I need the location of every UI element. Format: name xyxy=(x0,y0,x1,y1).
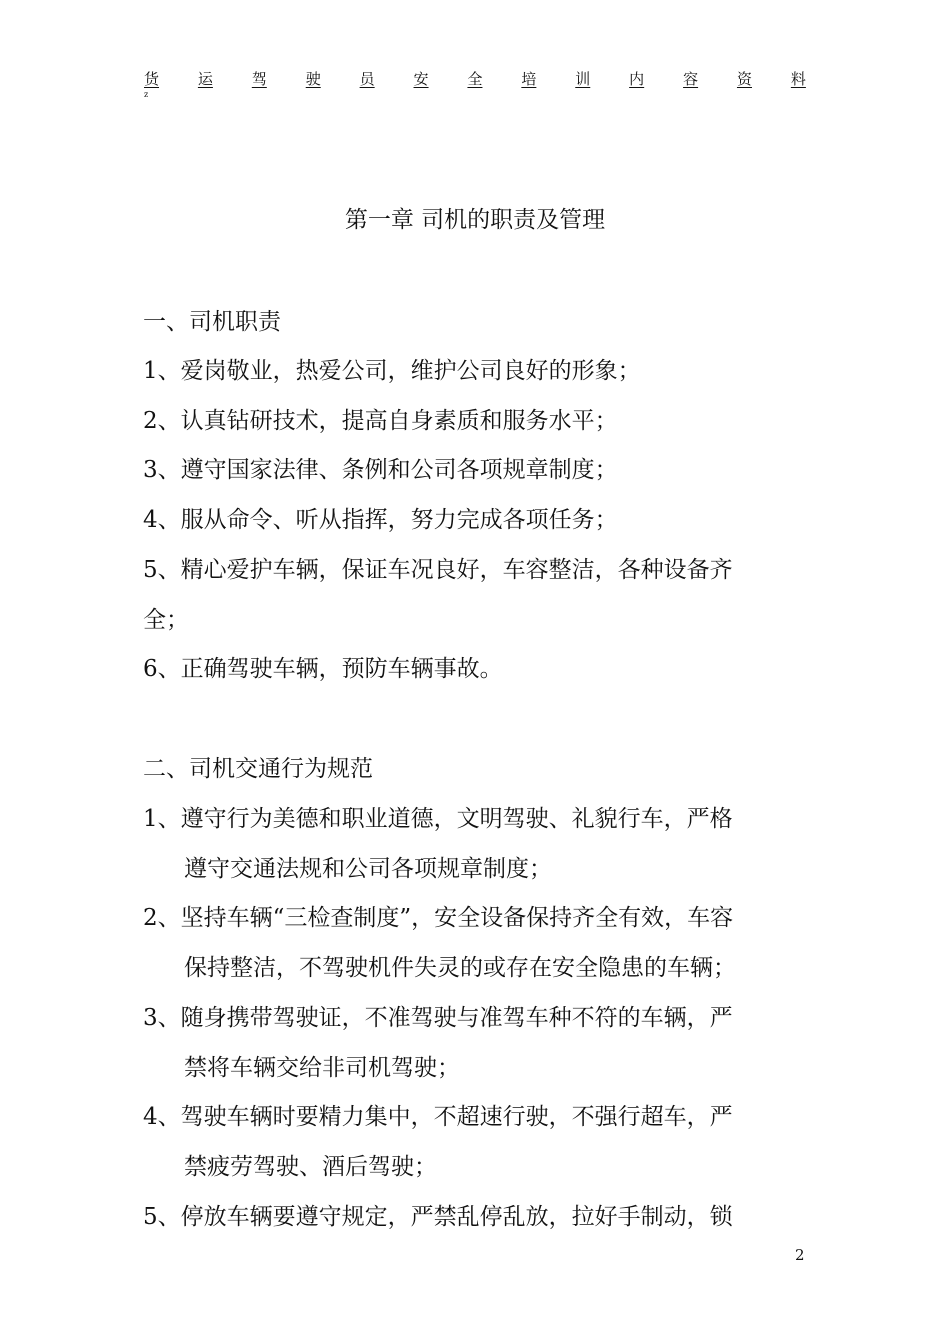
header-char: 货 xyxy=(144,70,160,88)
rule-item-continuation: 保持整洁，不驾驶机件失灵的或存在安全隐患的车辆； xyxy=(184,955,736,981)
header-char: 安 xyxy=(413,70,429,88)
duty-item: 6、正确驾驶车辆，预防车辆事故。 xyxy=(143,656,503,682)
running-header xyxy=(144,68,806,102)
rule-item-continuation: 遵守交通法规和公司各项规章制度； xyxy=(184,856,552,882)
header-char: 料 xyxy=(790,70,806,88)
header-char: 驾 xyxy=(251,70,267,88)
header-char: 驶 xyxy=(305,70,321,88)
header-char: 资 xyxy=(736,70,752,88)
rule-item: 2、坚持车辆“三检查制度”，安全设备保持齐全有效，车容 xyxy=(143,905,734,931)
rule-item-continuation: 禁疲劳驾驶、酒后驾驶； xyxy=(184,1154,437,1180)
duty-item: 5、精心爱护车辆，保证车况良好，车容整洁，各种设备齐 xyxy=(143,557,733,583)
header-mark: z xyxy=(144,90,149,99)
section-heading: 一、司机职责 xyxy=(143,309,281,335)
section-heading: 二、司机交通行为规范 xyxy=(143,756,373,782)
duty-item: 4、服从命令、听从指挥，努力完成各项任务； xyxy=(143,507,618,533)
rule-item: 5、停放车辆要遵守规定，严禁乱停乱放，拉好手制动，锁 xyxy=(143,1204,733,1230)
rule-item: 1、遵守行为美德和职业道德，文明驾驶、礼貌行车，严格 xyxy=(143,806,733,832)
header-char: 培 xyxy=(521,70,537,88)
header-char: 内 xyxy=(629,70,645,88)
duty-item: 2、认真钻研技术，提高自身素质和服务水平； xyxy=(143,408,618,434)
chapter-title: 第一章 司机的职责及管理 xyxy=(344,207,606,233)
page-number: 2 xyxy=(795,1246,805,1264)
duty-item: 3、遵守国家法律、条例和公司各项规章制度； xyxy=(143,457,618,483)
header-char: 训 xyxy=(575,70,591,88)
duty-item: 1、爱岗敬业，热爱公司，维护公司良好的形象； xyxy=(143,358,641,384)
header-char: 运 xyxy=(197,70,213,88)
rule-item: 4、驾驶车辆时要精力集中，不超速行驶，不强行超车，严 xyxy=(143,1104,733,1130)
rule-item: 3、随身携带驾驶证，不准驾驶与准驾车种不符的车辆，严 xyxy=(143,1005,733,1031)
header-char: 容 xyxy=(683,70,699,88)
header-char: 员 xyxy=(359,70,375,88)
duty-item-continuation: 全； xyxy=(143,607,189,633)
header-title xyxy=(144,68,806,90)
rule-item-continuation: 禁将车辆交给非司机驾驶； xyxy=(184,1055,460,1081)
header-char: 全 xyxy=(467,70,483,88)
